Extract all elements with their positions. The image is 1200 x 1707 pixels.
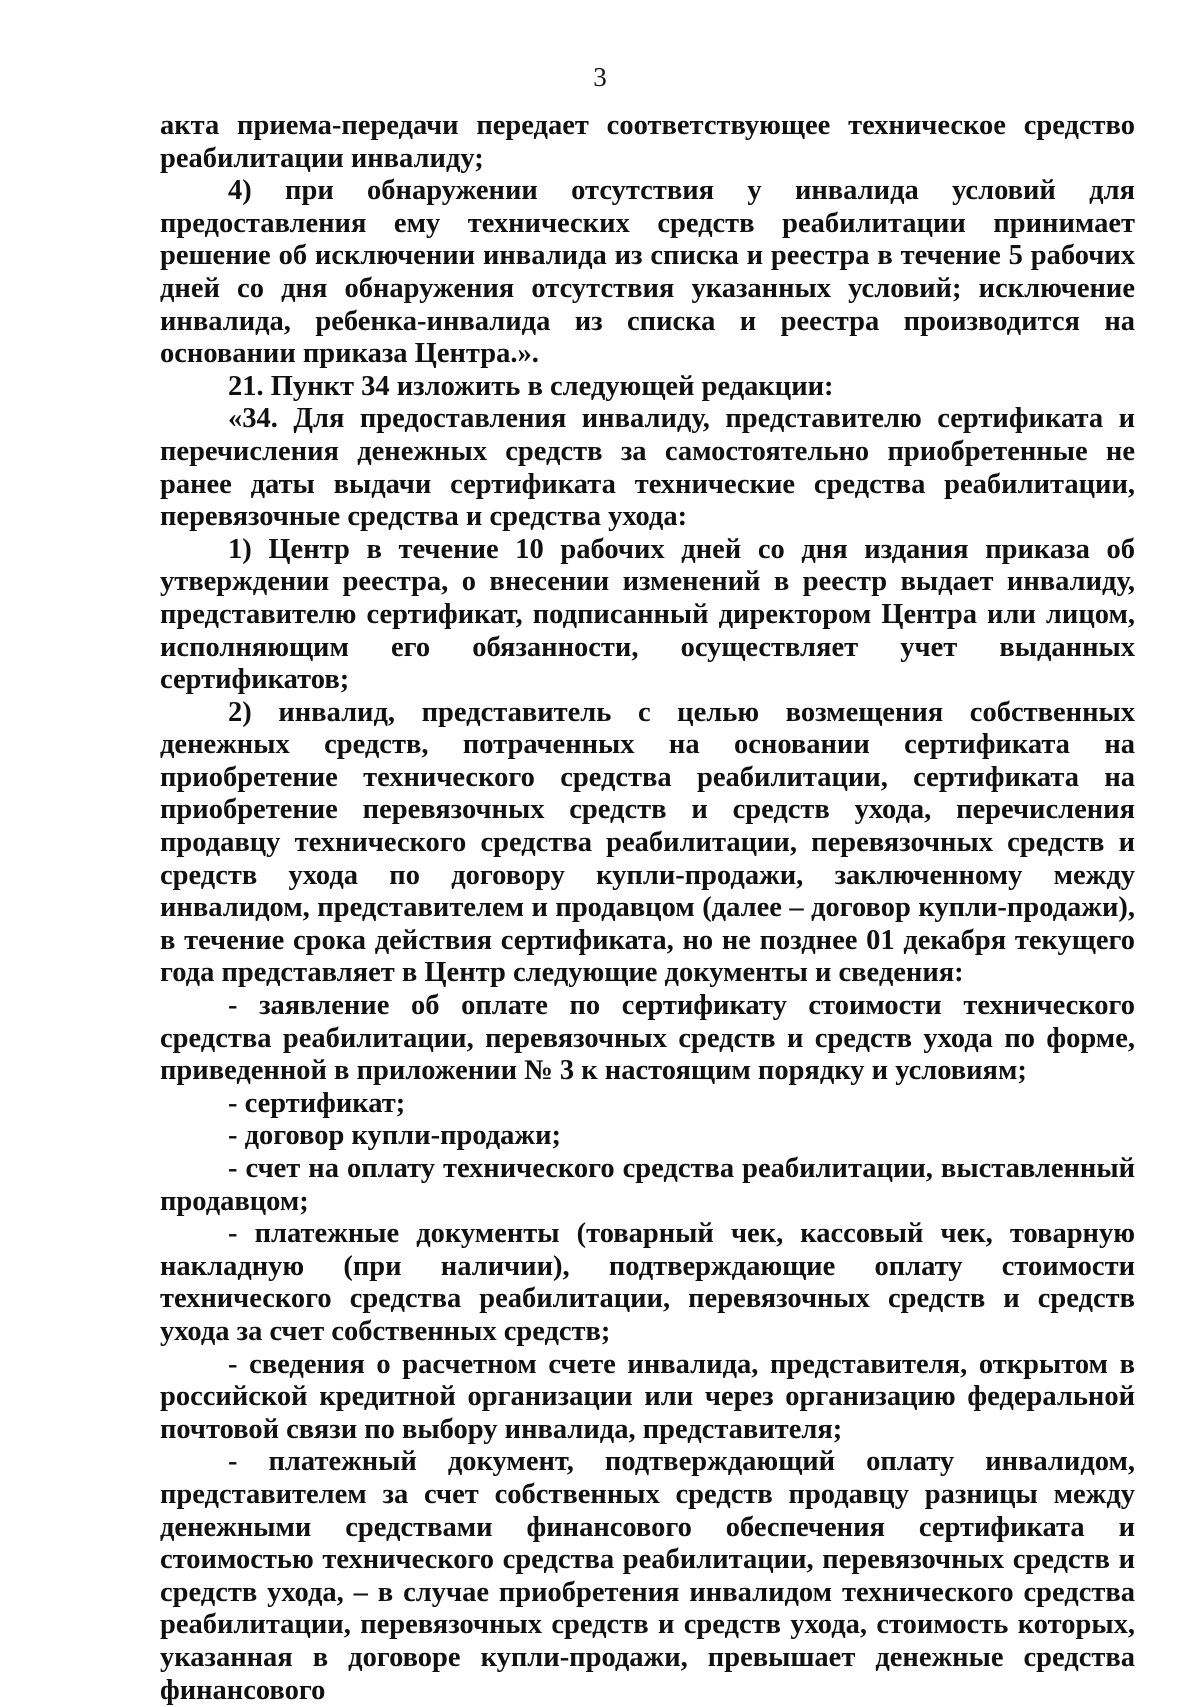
paragraph: акта приема-передачи передает соответствующее техническое средство реабилитации инвалиду; [160, 110, 1135, 174]
paragraph: - платежные документы (товарный чек, кассовый чек, товарную накладную (при наличии), подтверждающие оплату стоимости технического средства реабилитации, перевязочных средств и средств ухода за счет собственных средств; [160, 1218, 1135, 1347]
page-number: 3 [593, 62, 607, 92]
document-body [160, 110, 1135, 1707]
paragraph: - сведения о расчетном счете инвалида, представителя, открытом в российской кредитной организации или через организацию федеральной почтовой связи по выбору инвалида, представителя; [160, 1348, 1135, 1445]
paragraph: - счет на оплату технического средства реабилитации, выставленный продавцом; [160, 1153, 1135, 1217]
paragraph: - договор купли-продажи; [228, 1120, 562, 1152]
paragraph: 21. Пункт 34 изложить в следующей редакции: [228, 370, 834, 402]
paragraph: 1) Центр в течение 10 рабочих дней со дня издания приказа об утверждении реестра, о внесении изменений в реестр выдает инвалиду, представителю сертификат, подписанный директором Центра или лицом, исполняющим его обязанности, осуществляет учет выданных сертификатов; [160, 533, 1135, 696]
paragraph: 4) при обнаружении отсутствия у инвалида условий для предоставления ему технических средств реабилитации принимает решение об исключении инвалида из списка и реестра в течение 5 рабочих дней со дня обнаружения отсутствия указанных условий; исключение инвалида, ребенка-инвалида из списка и реестра производится на основании приказа Центра.». [160, 175, 1135, 370]
paragraph: - заявление об оплате по сертификату стоимости технического средства реабилитации, перевязочных средств и средств ухода по форме, приведенной в приложении № 3 к настоящим порядку и условиям; [160, 990, 1135, 1087]
paragraph: - сертификат; [228, 1087, 406, 1119]
paragraph: «34. Для предоставления инвалиду, представителю сертификата и перечисления денежных средств за самостоятельно приобретенные не ранее даты выдачи сертификата технические средства реабилитации, перевязочные средства и средства ухода: [160, 403, 1135, 533]
paragraph: - платежный документ, подтверждающий оплату инвалидом, представителем за счет собственных средств продавцу разницы между денежными средствами финансового обеспечения сертификата и стоимостью технического средства реабилитации, перевязочных средств и средств ухода, – в случае приобретения инвалидом технического средства реабилитации, перевязочных средств и средств ухода, стоимость которых, указанная в договоре купли-продажи, превышает денежные средства финансового [160, 1446, 1135, 1706]
paragraph: 2) инвалид, представитель с целью возмещения собственных денежных средств, потраченных на основании сертификата на приобретение технического средства реабилитации, сертификата на приобретение перевязочных средств и средств ухода, перечисления продавцу технического средства реабилитации, перевязочных средств и средств ухода по договору купли-продажи, заключенному между инвалидом, представителем и продавцом (далее – договор купли-продажи), в течение срока действия сертификата, но не позднее 01 декабря текущего года представляет в Центр следующие документы и сведения: [160, 696, 1135, 989]
